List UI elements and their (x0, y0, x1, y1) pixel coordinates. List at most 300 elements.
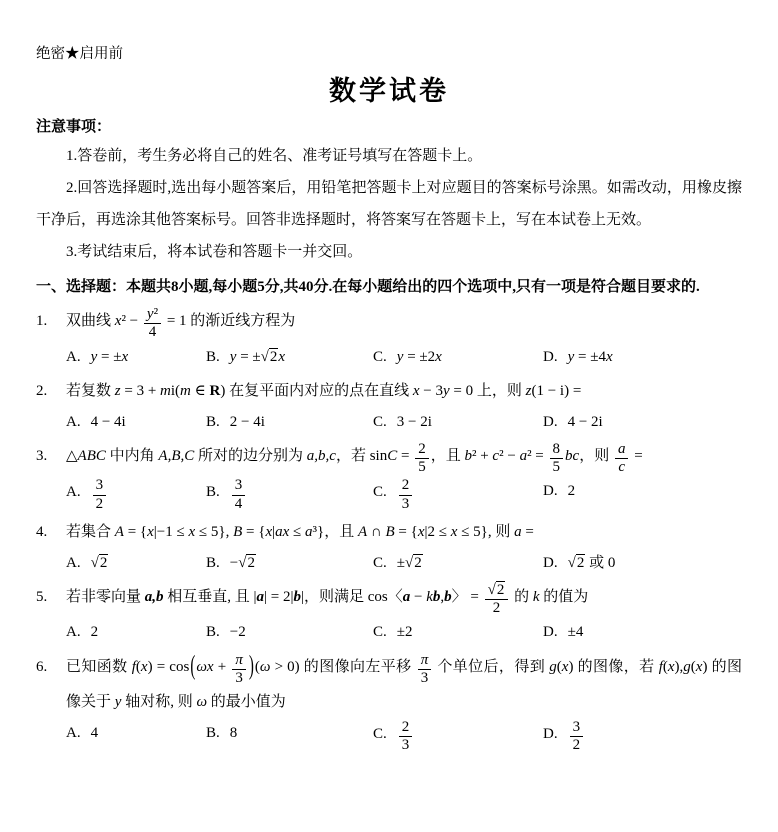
option-content (230, 624, 246, 640)
option-item (206, 408, 373, 437)
question (36, 517, 742, 578)
option-label: D. (543, 554, 558, 571)
math-text: 若复数 (66, 382, 115, 399)
math-text: ( (135, 658, 141, 675)
math-text: 5 (418, 459, 426, 475)
fraction-numerator (399, 477, 413, 495)
option-label: C. (373, 554, 387, 571)
math-text: 3 (235, 669, 243, 686)
math-text: x (667, 658, 675, 675)
fraction-denominator (399, 737, 413, 754)
fraction-numerator (418, 652, 432, 670)
option-item (373, 408, 543, 437)
math-text: = { (242, 523, 266, 540)
sqrt-expression (261, 348, 279, 365)
math-text: 3 (572, 718, 581, 735)
math-text: z (525, 382, 532, 399)
option-item (206, 343, 373, 372)
math-text: ) = cos (147, 658, 190, 675)
math-text: = { (123, 523, 148, 540)
math-text: π (420, 651, 429, 668)
option-item (373, 618, 543, 647)
option-item (66, 408, 206, 437)
math-text: ² = (527, 447, 548, 464)
math-text: k (426, 588, 433, 605)
math-text: k (532, 588, 540, 605)
math-text: ² − (499, 447, 520, 464)
math-text: 已知函数 (66, 658, 132, 675)
radical-icon: √ (238, 554, 247, 571)
option-label: B. (206, 624, 220, 641)
math-text: 中内角 (105, 447, 159, 464)
option-item (206, 477, 373, 513)
math-text: + (213, 658, 231, 675)
math-text: −2 (229, 624, 246, 641)
math-text: 轴对称, 则 (121, 694, 197, 710)
fraction-numerator (232, 477, 246, 495)
option-content (91, 554, 109, 571)
math-text: x (561, 658, 569, 675)
math-text: 8 (229, 724, 238, 741)
math-text: x (265, 523, 273, 540)
math-text: , (440, 588, 445, 605)
option-content (397, 477, 415, 512)
question-stem (66, 376, 742, 407)
math-text: ，且 (430, 447, 465, 464)
option-content (568, 349, 613, 365)
fraction-numerator (570, 719, 584, 737)
fraction-denominator (570, 737, 584, 754)
radicand (496, 581, 506, 598)
math-text: = ±4 (574, 348, 606, 365)
fraction-denominator (615, 459, 629, 476)
math-text: y (442, 382, 450, 399)
math-text: b (444, 588, 452, 605)
options-row (66, 549, 742, 578)
math-text: x (435, 348, 442, 365)
math-text: 2 (247, 554, 255, 571)
sqrt-expression (405, 554, 423, 571)
option-item (543, 408, 742, 437)
math-text: − 3 (419, 382, 443, 399)
math-text: 的 (510, 588, 533, 605)
option-label: D. (543, 413, 558, 430)
math-text: = ± (97, 348, 122, 365)
option-content (91, 624, 99, 640)
math-text: 相互垂直, 且 | (163, 588, 257, 605)
math-text: ∩ (367, 523, 386, 540)
option-label: C. (373, 413, 387, 430)
option-label: B. (206, 484, 220, 501)
math-text: B (385, 523, 395, 540)
fraction (418, 652, 432, 688)
math-text: z (114, 382, 121, 399)
option-content (230, 348, 285, 365)
option-content (230, 554, 256, 571)
option-item (66, 719, 206, 755)
option-label: C. (373, 348, 387, 365)
option-content (91, 725, 99, 741)
option-content (397, 554, 423, 571)
page-title: 数学试卷 (329, 76, 449, 106)
fraction-denominator (232, 496, 246, 513)
option-label: A. (66, 484, 81, 501)
math-text: 或 0 (585, 554, 616, 571)
math-text: x (140, 658, 148, 675)
math-text: 4 − 2i (567, 413, 603, 430)
math-text: 的值为 (539, 588, 589, 605)
math-text: (1 − i) = (531, 382, 582, 399)
option-item (66, 618, 206, 647)
option-content (230, 725, 238, 741)
math-text: ( (254, 658, 260, 675)
option-item (543, 549, 742, 578)
math-text: c (618, 459, 626, 475)
math-text: x (121, 348, 129, 365)
math-text: ³}，且 (312, 523, 358, 540)
math-text: a,b,c (306, 447, 336, 464)
notes-heading: 注意事项： (36, 119, 112, 135)
math-text: R (209, 382, 221, 399)
option-label: C. (373, 624, 387, 641)
fraction (415, 441, 429, 477)
option-content (397, 414, 432, 430)
fraction-denominator (93, 496, 107, 513)
math-text: 3 (401, 737, 410, 753)
fraction (399, 477, 413, 513)
question-number: 1. (36, 313, 48, 329)
math-text: = 0 上，则 (449, 382, 526, 399)
radical-icon: √ (260, 348, 269, 365)
math-text: y (146, 306, 154, 322)
question (36, 306, 742, 372)
math-text: y (396, 348, 404, 365)
math-text: 2 (401, 477, 410, 494)
option-label: D. (543, 483, 558, 500)
math-text: ± (396, 554, 405, 571)
question (36, 582, 742, 648)
math-text: = ± (236, 348, 261, 365)
options-row (66, 477, 742, 513)
fraction-numerator (93, 477, 107, 495)
radicand (246, 554, 256, 571)
math-text: x (278, 348, 286, 365)
math-text: 4 (234, 495, 243, 512)
math-text: ² (153, 306, 159, 322)
math-text: a (519, 447, 528, 464)
option-item (373, 719, 543, 755)
math-text: 2 − 4i (229, 413, 265, 430)
question-stem-row (36, 306, 742, 342)
big-paren: ) (248, 651, 254, 681)
option-content (568, 483, 576, 499)
sqrt-expression (91, 554, 109, 571)
math-text: ≤ 5}, 则 (457, 523, 515, 540)
option-label: A. (66, 554, 81, 571)
math-text: ω (196, 694, 208, 710)
math-text: ) 的图像关于 (66, 658, 742, 710)
fraction-numerator (415, 441, 429, 459)
option-item (206, 719, 373, 755)
math-text: f (131, 658, 136, 675)
note-paragraph-3: 3.考试结束后，将本试卷和答题卡一并交回。 (66, 244, 363, 260)
math-text: 4 (148, 324, 157, 341)
section-heading: 一、选择题：本题共8小题,每小题5分,共40分.在每小题给出的四个选项中,只有一项是符合题目要求的. (36, 279, 700, 295)
math-text: b (432, 588, 441, 605)
math-text: a (256, 588, 265, 605)
option-label: D. (543, 624, 558, 641)
option-label: B. (206, 413, 220, 430)
math-text: 3 − 2i (396, 413, 432, 430)
math-text: ), (674, 658, 684, 675)
option-item (543, 343, 742, 372)
question-stem-row (36, 582, 742, 618)
math-text: 若集合 (66, 523, 115, 540)
radicand (269, 348, 279, 365)
radical-icon: √ (567, 554, 576, 571)
option-label: B. (206, 724, 220, 741)
fraction-denominator (418, 670, 432, 687)
option-content (397, 624, 413, 640)
math-text: ≤ 5}, (195, 523, 234, 540)
math-text: |，则满足 cos〈 (301, 588, 403, 605)
option-content (91, 349, 129, 365)
math-text: = ±2 (403, 348, 436, 365)
math-text: b (293, 588, 301, 605)
math-text: 2 (496, 581, 505, 598)
math-text: A,B,C (158, 447, 195, 464)
math-text: ) 的图像，若 (568, 658, 659, 675)
math-text: y (90, 348, 98, 365)
question-stem (66, 582, 742, 618)
option-item (66, 477, 206, 513)
sqrt-expression (568, 554, 586, 571)
math-text: 双曲线 (66, 313, 115, 329)
math-text: 若非零向量 (66, 588, 145, 605)
option-content (568, 414, 603, 430)
question-stem-row (36, 652, 742, 718)
math-text: − (229, 554, 239, 571)
fraction-numerator (615, 441, 629, 459)
question-stem (66, 441, 742, 477)
option-label: C. (373, 725, 387, 742)
option-label: A. (66, 348, 81, 365)
option-content (568, 718, 586, 753)
note-paragraph-1: 1.答卷前，考生务必将自己的姓名、准考证号填写在答题卡上。 (66, 148, 483, 164)
fraction (232, 477, 246, 513)
big-paren: ( (190, 651, 196, 681)
option-item (373, 343, 543, 372)
option-label: A. (66, 724, 81, 741)
question-stem (66, 306, 742, 342)
math-text: b (464, 447, 472, 464)
math-text: > 0) 的图像向左平移 (270, 658, 416, 675)
radicand (576, 554, 586, 571)
math-text: C (387, 447, 398, 464)
fraction-denominator (485, 600, 509, 617)
math-text: ² + (471, 447, 493, 464)
math-text: B (233, 523, 243, 540)
note-paragraph-2: 2.回答选择题时,选出每小题答案后，用铅笔把答题卡上对应题目的答案标号涂黑。如需改动，用橡皮擦干净后，再选涂其他答案标号。回答非选择题时，将答案写在答题卡上，写在本试卷上无效。 (36, 180, 742, 228)
math-text: a (305, 523, 313, 540)
radicand (413, 554, 423, 571)
math-text: ax (275, 523, 290, 540)
math-text: △ (66, 447, 78, 464)
option-content (397, 349, 442, 365)
question-stem-row (36, 517, 742, 548)
math-text: 4 (90, 724, 99, 741)
math-text: π (235, 651, 243, 668)
math-text: x (412, 382, 420, 399)
radical-icon: √ (487, 581, 496, 598)
fraction (550, 441, 564, 477)
math-text: − (410, 588, 427, 605)
question-stem (66, 652, 742, 718)
option-item (373, 477, 543, 513)
fraction (232, 652, 246, 688)
question-number: 5. (36, 588, 48, 605)
math-text: ≤ (289, 523, 306, 540)
math-text: ±2 (396, 624, 413, 641)
options-row (66, 408, 742, 437)
radicand (99, 554, 109, 571)
sqrt-expression (238, 554, 256, 571)
option-item (66, 549, 206, 578)
math-text: c (492, 447, 500, 464)
math-text: 2 (414, 554, 422, 571)
math-text: a (402, 588, 411, 605)
question-number: 4. (36, 523, 48, 540)
math-text: ωx (196, 658, 214, 675)
math-text: 3 (401, 495, 410, 512)
math-text: | (272, 523, 276, 540)
math-text: 3 (234, 477, 243, 494)
math-text: a,b (144, 588, 164, 605)
math-text: ² − (121, 313, 142, 329)
math-text: x (147, 523, 154, 540)
math-text: 个单位后，得到 (433, 658, 550, 675)
math-text: = { (394, 523, 418, 540)
math-text: ABC (77, 447, 106, 464)
math-text: ( (662, 658, 668, 675)
math-text: 5 (552, 459, 561, 475)
fraction (615, 441, 629, 477)
option-content (230, 477, 248, 512)
math-text: a (514, 523, 522, 540)
math-text: ±4 (567, 624, 584, 641)
classification-label: 绝密★启用前 (36, 46, 123, 62)
fraction-denominator (550, 459, 564, 476)
option-item (206, 618, 373, 647)
math-text: a (617, 440, 626, 457)
fraction (570, 719, 584, 755)
fraction-numerator (399, 719, 413, 737)
math-text: 4 − 4i (90, 413, 126, 430)
math-text: x (188, 523, 196, 540)
option-label: C. (373, 484, 387, 501)
math-text: ，则 (579, 447, 613, 464)
math-text: = 1 的渐近线方程为 (163, 313, 296, 329)
fraction-denominator (144, 324, 161, 341)
option-content (91, 414, 126, 430)
math-text: ω (259, 658, 271, 675)
math-text: 2 (418, 440, 426, 457)
math-text: 2 (567, 483, 576, 500)
math-text: A (114, 523, 124, 540)
math-text: 2 (95, 495, 104, 512)
option-content (230, 414, 265, 430)
math-text: g (549, 658, 557, 675)
math-text: ∈ (190, 382, 210, 399)
fraction-denominator (232, 670, 246, 687)
math-text: y (114, 694, 122, 710)
option-item (543, 477, 742, 513)
math-text: x (605, 348, 613, 365)
math-text: = (521, 523, 534, 540)
fraction (93, 477, 107, 513)
math-text: = (397, 447, 414, 464)
math-text: f (658, 658, 663, 675)
radical-icon: √ (405, 554, 414, 571)
math-text: 所对的边分别为 (194, 447, 307, 464)
radical-icon: √ (90, 554, 99, 571)
sqrt-expression (488, 581, 506, 598)
math-text: A (357, 523, 368, 540)
math-text: ( (556, 658, 562, 675)
fraction-numerator (144, 306, 161, 324)
math-text: 〉 = (451, 588, 483, 605)
question (36, 441, 742, 513)
option-label: B. (206, 554, 220, 571)
question-number: 6. (36, 658, 48, 675)
option-content (568, 624, 584, 640)
math-text: 2 (269, 348, 278, 365)
option-content (91, 477, 109, 512)
math-text: bc (565, 447, 580, 464)
fraction (399, 719, 413, 755)
options-row (66, 343, 742, 372)
option-item (543, 719, 742, 755)
options-row (66, 618, 742, 647)
option-item (66, 343, 206, 372)
option-label: A. (66, 413, 81, 430)
math-text: |2 ≤ (424, 523, 451, 540)
option-item (543, 618, 742, 647)
fraction-numerator (485, 582, 509, 600)
math-text: 2 (90, 624, 99, 641)
option-label: A. (66, 624, 81, 641)
option-content (397, 718, 415, 753)
math-text: 8 (552, 440, 561, 457)
fraction-denominator (415, 459, 429, 476)
math-text: |−1 ≤ (153, 523, 189, 540)
question-number: 2. (36, 382, 48, 399)
math-text: y (567, 348, 575, 365)
question-stem (66, 517, 742, 548)
option-label: D. (543, 348, 558, 365)
fraction-numerator (232, 652, 246, 670)
math-text: 2 (576, 554, 585, 571)
question-stem-row (36, 441, 742, 477)
math-text: ) 在复平面内对应的点在直线 (220, 382, 413, 399)
math-text: | = 2| (264, 588, 294, 605)
math-text: m (160, 382, 171, 399)
math-text: g (683, 658, 691, 675)
question-list (36, 306, 742, 754)
math-text: i( (170, 382, 181, 399)
fraction-denominator (399, 496, 413, 513)
math-text: 3 (420, 669, 429, 686)
